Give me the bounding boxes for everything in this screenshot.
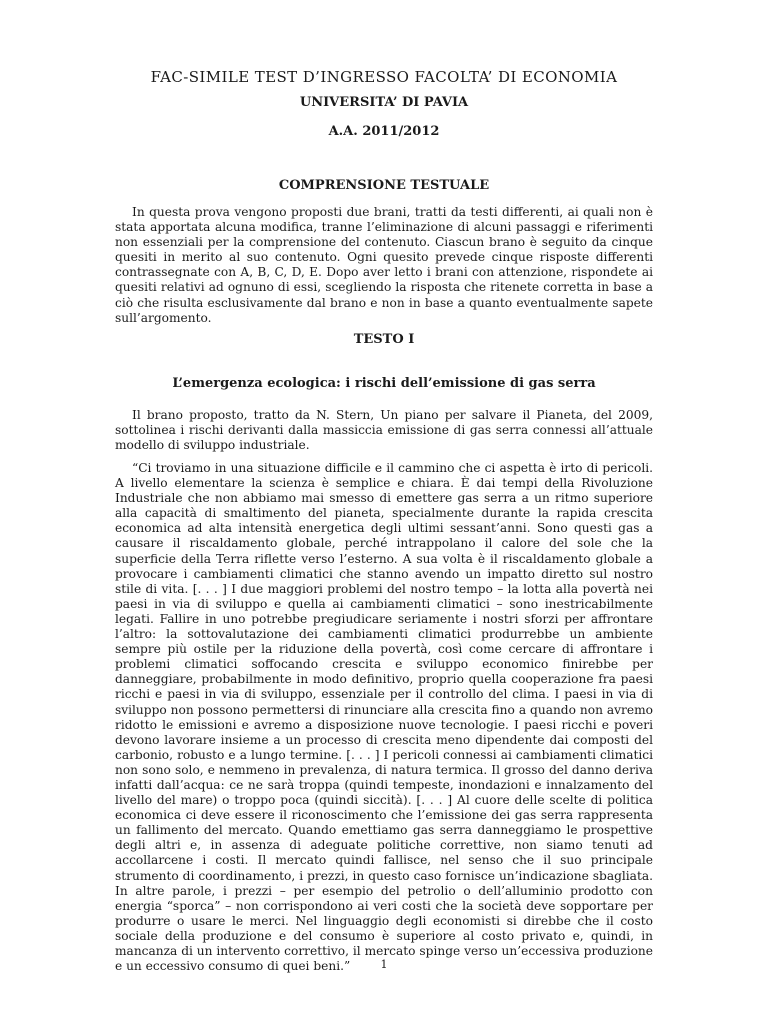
lead-block [115, 408, 653, 453]
page-number: 1 [380, 958, 388, 971]
lead-paragraph: Il brano proposto, tratto da N. Stern, Un piano per salvare il Pianeta, del 2009, sottolinea i rischi derivanti dalla massiccia emissione di gas serra connessi all’attuale modello di sviluppo industriale. [115, 408, 653, 453]
document-title: FAC-SIMILE TEST D’INGRESSO FACOLTA’ DI ECONOMIA [150, 68, 618, 86]
intro-paragraph: In questa prova vengono proposti due brani, tratti da testi differenti, ai quali non è stata apportata alcuna modifica, tranne l’eliminazione di alcuni passaggi e riferimenti non essenziali per la comprensione del contenuto. Ciascun brano è seguito da cinque quesiti in merito al suo contenuto. Ogni quesito prevede cinque risposte differenti contrassegnate con A, B, C, D, E. Dopo aver letto i brani con attenzione, rispondete ai quesiti relativi ad ognuno di essi, scegliendo la risposta che ritenete corretta in base a ciò che risulta esclusivamente dal brano e non in base a quanto eventualmente sapete sull’argomento. [115, 205, 653, 325]
testo-heading: TESTO I [353, 332, 415, 347]
section-heading: COMPRENSIONE TESTUALE [278, 178, 490, 193]
quote-paragraph: “Ci troviamo in una situazione difficile e il cammino che ci aspetta è irto di pericoli. A livello elementare la scienza è semplice e chiara. È dai tempi della Rivoluzione Industriale che non abbiamo mai smesso di emettere gas serra a un ritmo superiore alla capacità di smaltimento del pianeta, specialmente durante la rapida crescita economica ad alta intensità energetica degli ultimi sessant’anni. Sono questi gas a causare il riscaldamento globale, perché intrappolano il calore del sole che la superficie della Terra riflette verso l’esterno. A sua volta è il riscaldamento globale a provocare i cambiamenti climatici che stanno avendo un impatto diretto sul nostro stile di vita. [. . . ] I due maggiori problemi del nostro tempo – la lotta alla povertà nei paesi in via di sviluppo e quella ai cambiamenti climatici – sono inestricabilmente legati. Fallire in uno potrebbe pregiudicare seriamente i nostri sforzi per affrontare l’altro: la sottovalutazione dei cambiamenti climatici produrrebbe un ambiente sempre più ostile per la riduzione della povertà, così come cercare di affrontare i problemi climatici soffocando crescita e sviluppo economico finirebbe per danneggiare, probabilmente in modo definitivo, proprio quella cooperazione fra paesi ricchi e paesi in via di sviluppo, essenziale per il controllo del clima. I paesi in via di sviluppo non possono permettersi di rinunciare alla crescita fino a quando non avremo ridotto le emissioni e avremo a disposizione nuove tecnologie. I paesi ricchi e poveri devono lavorare insieme a un processo di crescita meno dipendente dai composti del carbonio, robusto e a lungo termine. [. . . ] I pericoli connessi ai cambiamenti climatici non sono solo, e nemmeno in prevalenza, di natura termica. Il grosso del danno deriva infatti dall’acqua: ce ne sarà troppa (quindi tempeste, inondazioni e innalzamento del livello del mare) o troppo poca (quindi siccità). [. . . ] Al cuore delle scelte di politica economica ci deve essere il riconoscimento che l’emissione dei gas serra rappresenta un fallimento del mercato. Quando emettiamo gas serra danneggiamo le prospettive degli altri e, in assenza di adeguate politiche correttive, non siamo tenuti ad accollarcene i costi. Il mercato quindi fallisce, nel senso che il suo principale strumento di coordinamento, i prezzi, in questo caso fornisce un’indicazione sbagliata. In altre parole, i prezzi – per esempio del petrolio o dell’alluminio prodotto con energia “sporca” – non corrispondono ai veri costi che la società deve sopportare per produrre o usare le merci. Nel linguaggio degli economisti si direbbe che il costo sociale della produzione e del consumo è superiore al costo privato e, quindi, in mancanza di un intervento correttivo, il mercato spinge verso un’eccessiva produzione e un eccessivo consumo di quei beni.” [115, 461, 653, 974]
testo-subtitle: L’emergenza ecologica: i rischi dell’emissione di gas serra [172, 376, 596, 391]
intro-block [115, 205, 653, 326]
quote-block [115, 461, 653, 974]
university-name: UNIVERSITA’ DI PAVIA [299, 95, 469, 110]
academic-year: A.A. 2011/2012 [328, 124, 440, 139]
